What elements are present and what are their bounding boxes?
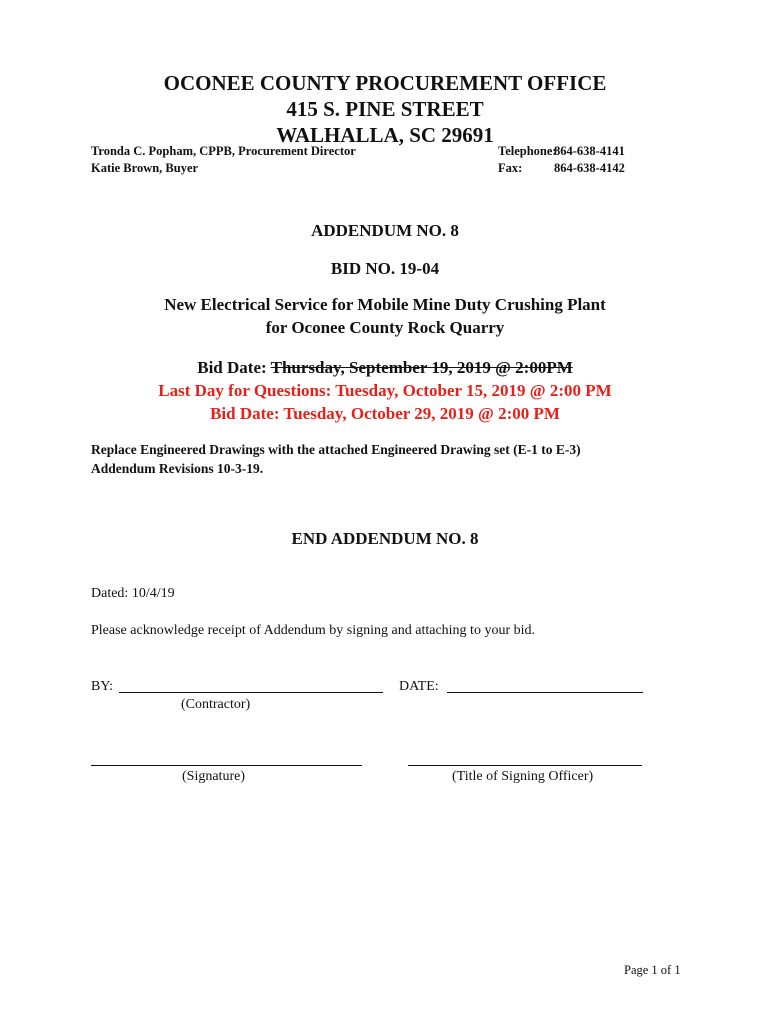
fax-row bbox=[498, 160, 625, 177]
signature-line[interactable] bbox=[91, 765, 362, 766]
office-name: OCONEE COUNTY PROCUREMENT OFFICE bbox=[163, 71, 607, 95]
old-bid-label: Bid Date: bbox=[197, 358, 267, 377]
project-description bbox=[0, 293, 770, 339]
bid-dates bbox=[0, 356, 770, 425]
director-name: Tronda C. Popham, CPPB, Procurement Director bbox=[91, 144, 356, 158]
staff-contacts bbox=[91, 143, 356, 177]
page-number: Page 1 of 1 bbox=[624, 963, 681, 977]
office-title bbox=[0, 70, 770, 148]
questions-deadline: Last Day for Questions: Tuesday, October 15, 2019 @ 2:00 PM bbox=[158, 381, 612, 400]
by-label: BY: bbox=[91, 679, 114, 694]
acknowledge-text: Please acknowledge receipt of Addendum by signing and attaching to your bid. bbox=[91, 623, 536, 638]
instructions bbox=[91, 440, 581, 478]
office-city: WALHALLA, SC 29691 bbox=[276, 123, 494, 147]
old-bid-date-row bbox=[0, 356, 770, 379]
title-line[interactable] bbox=[408, 765, 642, 766]
contractor-signature-line[interactable] bbox=[119, 692, 383, 693]
old-bid-date: Thursday, September 19, 2019 @ 2:00PM bbox=[270, 358, 573, 377]
dated: Dated: 10/4/19 bbox=[91, 586, 175, 601]
telephone-label: Telephone: bbox=[498, 144, 557, 158]
date-label: DATE: bbox=[399, 679, 439, 694]
instruction-line-2: Addendum Revisions 10-3-19. bbox=[91, 461, 264, 476]
signature-caption: (Signature) bbox=[182, 769, 245, 784]
date-line[interactable] bbox=[447, 692, 643, 693]
telephone-number: 864-638-4141 bbox=[554, 144, 625, 158]
phone-contacts bbox=[498, 143, 625, 177]
office-street: 415 S. PINE STREET bbox=[286, 97, 484, 121]
addendum-title: ADDENDUM NO. 8 bbox=[311, 221, 459, 240]
buyer-name: Katie Brown, Buyer bbox=[91, 161, 199, 175]
project-line-2: for Oconee County Rock Quarry bbox=[265, 318, 505, 337]
end-addendum-title: END ADDENDUM NO. 8 bbox=[291, 529, 479, 548]
fax-label: Fax: bbox=[498, 161, 523, 175]
title-caption: (Title of Signing Officer) bbox=[452, 769, 594, 784]
telephone-row bbox=[498, 143, 625, 160]
new-bid-date: Bid Date: Tuesday, October 29, 2019 @ 2:00 PM bbox=[210, 404, 560, 423]
fax-number: 864-638-4142 bbox=[554, 161, 625, 175]
instruction-line-1: Replace Engineered Drawings with the attached Engineered Drawing set (E-1 to E-3) bbox=[91, 442, 581, 457]
contractor-caption: (Contractor) bbox=[181, 697, 251, 712]
project-line-1: New Electrical Service for Mobile Mine Duty Crushing Plant bbox=[164, 295, 606, 314]
bid-number: BID NO. 19-04 bbox=[330, 259, 440, 278]
